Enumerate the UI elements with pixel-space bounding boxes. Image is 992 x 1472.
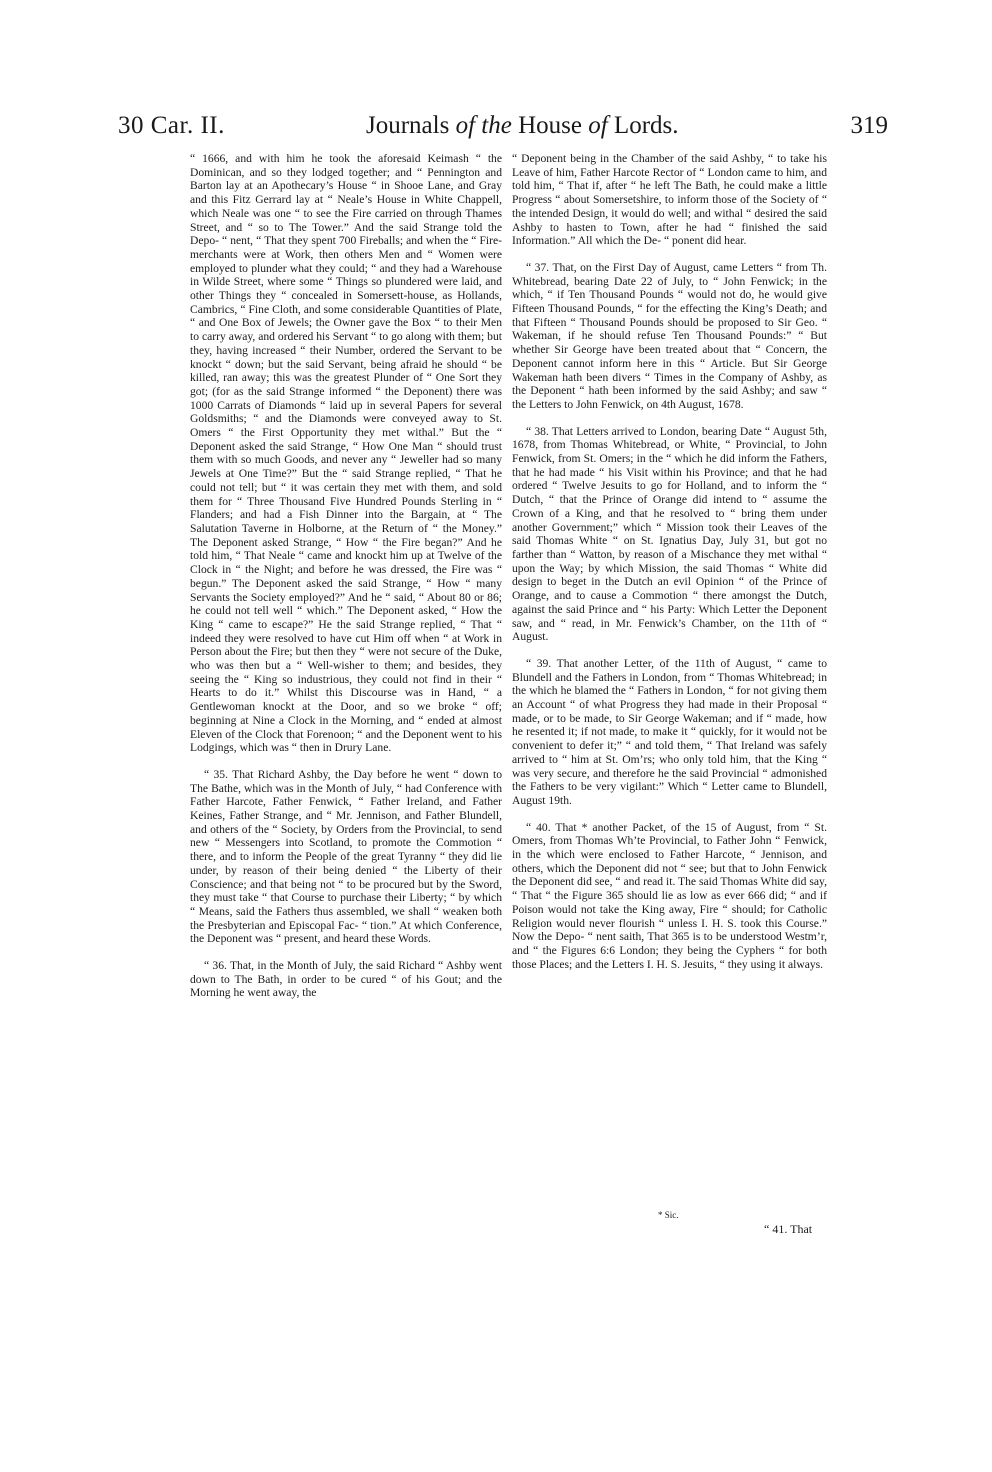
paragraph-36: “ 36. That, in the Month of July, the said Richard “ Ashby went down to The Bath, in order to be cured “ of his Gout; and the Morning he went away, the [190,959,502,1000]
header-title [366,112,679,140]
header-title-word-lords: Lords. [613,112,679,139]
running-header [118,112,888,152]
paragraph-39: “ 39. That another Letter, of the 11th of August, “ came to Blundell and the Fathers in London, from “ Thomas Whitebread; in the which he blamed the “ Fathers in London, “ for not giving them an Account “ of what Progress they had made in their Proposal “ made, or to be made, to Sir George Wakeman; and if “ made, how he resented it; if not made, to make it “ quickly, for it would not be convenient to defer it;” “ and told them, “ That Ireland was safely arrived to “ him at St. Om’rs; who only told him, that the King “ was very secure, and therefore he the said Provincial “ admonished the Fathers to be very vigilant:” Which “ Letter came to Blundell, August 19th. [512,656,827,807]
header-title-word-house: House [518,112,582,139]
paragraph-37: “ 37. That, on the First Day of August, came Letters “ from Th. Whitebread, bearing Date 22 of July, to “ John Fenwick; in the which, “ if Ten Thousand Pounds “ would not do, he would give Fifteen Thousand Pounds, “ for the effecting the King’s Death; and that Fifteen “ Thousand Pounds should be proposed to Sir Geo. “ Wakeman, if he should refuse Ten Thousand Pounds:” “ But whether Sir George have been treated about that “ Concern, the Deponent cannot inform here in this “ Article. But Sir George Wakeman hath been divers “ Times in the Company of Ashby, as the Deponent “ hath been informed by the said Ashby; and saw “ the Letters to John Fenwick, on 4th August, 1678. [512,260,827,411]
right-column [512,152,827,984]
page-number: 319 [850,112,888,139]
paragraph-continuation-34: “ 1666, and with him he took the aforesaid Keimash “ the Dominican, and so they lodged together; and “ Pennington and Barton lay at an Apothecary’s House “ in Shooe Lane, and Gray and this Fitz Gerrard lay at “ Neale’s House in White Chappell, which Neale was one “ to see the Fire carried on through Thames Street, and “ so to The Tower.” And the said Strange told the Depo- “ nent, “ That they spent 700 Fireballs; and when the “ Fire-merchants were at Work, then others Men and “ Women were employed to plunder what they could; “ and they had a Warehouse in Wilde Street, where some “ Things so plundered were laid, and other Things they “ concealed in Somersett-house, as Hollands, Cambrics, “ Fine Cloth, and some considerable Quantities of Plate, “ and One Box of Jewels; the Owner gave the Box “ to their Men to carry away, and ordered his Servant “ to go along with them; but they, having increased “ their Number, ordered the Servant to be knockt “ down; but the said Servant, being afraid he should “ be killed, ran away; this was the greatest Plunder of “ One Sort they got; (for as the said Strange informed “ the Deponent) there was 1000 Carrats of Diamonds “ laid up in several Papers for several Goldsmiths; “ and the Diamonds were conveyed away to St. Omers “ the First Opportunity they met withal.” But the “ Deponent asked the said Strange, “ How One Man “ should trust them with so much Goods, and never any “ Jeweller had so many Jewels at One Time?” But the “ said Strange replied, “ That he could not tell; but “ it was certain they met with them, and sold them for “ Three Thousand Five Hundred Pounds Sterling in “ Flanders; and had a Fish Dinner into the Bargain, at “ The Salutation Taverne in Holborne, at the Return of “ the Money.” The Deponent asked Strange, “ How “ the Fire began?” And he told him, “ That Neale “ came and knockt him up at Twelve of the Clock in “ the Night; and before he was dressed, the Fire was “ begun.” The Deponent asked the said Strange, “ How “ many Servants the Society employed?” And he “ said, “ About 80 or 86; he could not tell well “ which.” The Deponent asked, “ How the King “ came to escape?” He the said Strange replied, “ That “ indeed they were resolved to have cut Him off when “ at Work in Person about the Fire; but then they “ were not secure of the Duke, who was then but a “ Well-wisher to them; and besides, they seeing the “ King so industrious, they could not find in their “ Hearts to do it.” Whilst this Discourse was in Hand, “ a Gentlewoman knockt at the Door, and so we broke “ off; beginning at Nine a Clock in the Morning, and “ ended at almost Eleven of the Clock that Forenoon; “ and the Deponent went to his Lodgings, which was “ then in Drury Lane. [190,152,502,755]
footnote: * Sic. [658,1210,679,1220]
catchword: “ 41. That [764,1222,813,1236]
paragraph-36-continuation: “ Deponent being in the Chamber of the said Ashby, “ to take his Leave of him, Father Harcote Rector of “ London came to him, and told him, “ That if, after “ he left The Bath, he could make a little Progress “ about Somersetshire, to inform those of the Society of “ the intended Design, it would do well; and withal “ desired the said Ashby to hasten to Town, after he had “ finished the said Information.” All which the De- “ ponent did hear. [512,152,827,248]
header-title-word-journals: Journals [366,112,450,139]
header-regnal-year: 30 Car. II. [118,112,225,139]
paragraph-38: “ 38. That Letters arrived to London, bearing Date “ August 5th, 1678, from Thomas Whitebread, or White, “ Provincial, to John Fenwick, from St. Omers; in the “ which he did inform the Fathers, that he had made “ his Visit within his Province; and that he had ordered “ Twelve Jesuits to go for Holland, and to inform the “ Dutch, “ that the Prince of Orange did intend to “ assume the Crown of a King, and that he resolved to “ bring them under another Government;” which “ Mission took their Leaves of the said Thomas White “ on St. Ignatius Day, July 31, but got no farther than “ Watton, by reason of a Mischance they met withal “ upon the Way; by which Mission, the said Thomas “ White did design to beget in the Dutch an evil Opinion “ of the Prince of Orange, and to cause a Commotion “ there amongst the Dutch, against the said Prince and “ his Party: Which Letter the Deponent saw, and “ read, in Mr. Fenwick’s Chamber, on the 11th of “ August. [512,424,827,644]
header-title-word-ofthe: of the [455,112,512,139]
paragraph-40: “ 40. That * another Packet, of the 15 of August, from “ St. Omers, from Thomas Wh’te Provincial, to Father John “ Fenwick, in the which were enclosed to Father Harcote, “ Jennison, and others, which the Deponent did not “ see; but that to John Fenwick the Deponent did see, “ and read it. The said Thomas White did say, “ That “ the Figure 365 should lie as low as ever 666 did; “ and if Poison would not take the King away, Fire “ should; for Catholic Religion would never flourish “ unless I. H. S. took this Course.” Now the Depo- “ nent saith, That 365 is to be understood Westm’r, and “ the Figures 6:6 London; they being the Cyphers “ for both those Places; and the Letters I. H. S. Jesuits, “ they using it always. [512,820,827,971]
left-column [190,152,502,1013]
paragraph-35: “ 35. That Richard Ashby, the Day before he went “ down to The Bathe, which was in the Month of July, “ had Conference with Father Harcote, Father Fenwick, “ Father Ireland, and Father Keines, Father Strange, and “ Mr. Jennison, and Father Blundell, and others of the “ Society, by Orders from the Provincial, to send new “ Messengers into Scotland, to promote the Commotion “ there, and to inform the People of the great Tyranny “ they did lie under, by reason of their being denied “ the Liberty of their Conscience; and that being not “ to be procured but by the Sword, they must take “ that Course to purchase their Liberty; “ by which “ Means, said the Fathers thus assembled, we shall “ weaken both the Presbyterian and Episcopal Fac- “ tion.” At which Conference, the Deponent was “ present, and heard these Words. [190,767,502,946]
header-title-word-of: of [588,112,608,139]
